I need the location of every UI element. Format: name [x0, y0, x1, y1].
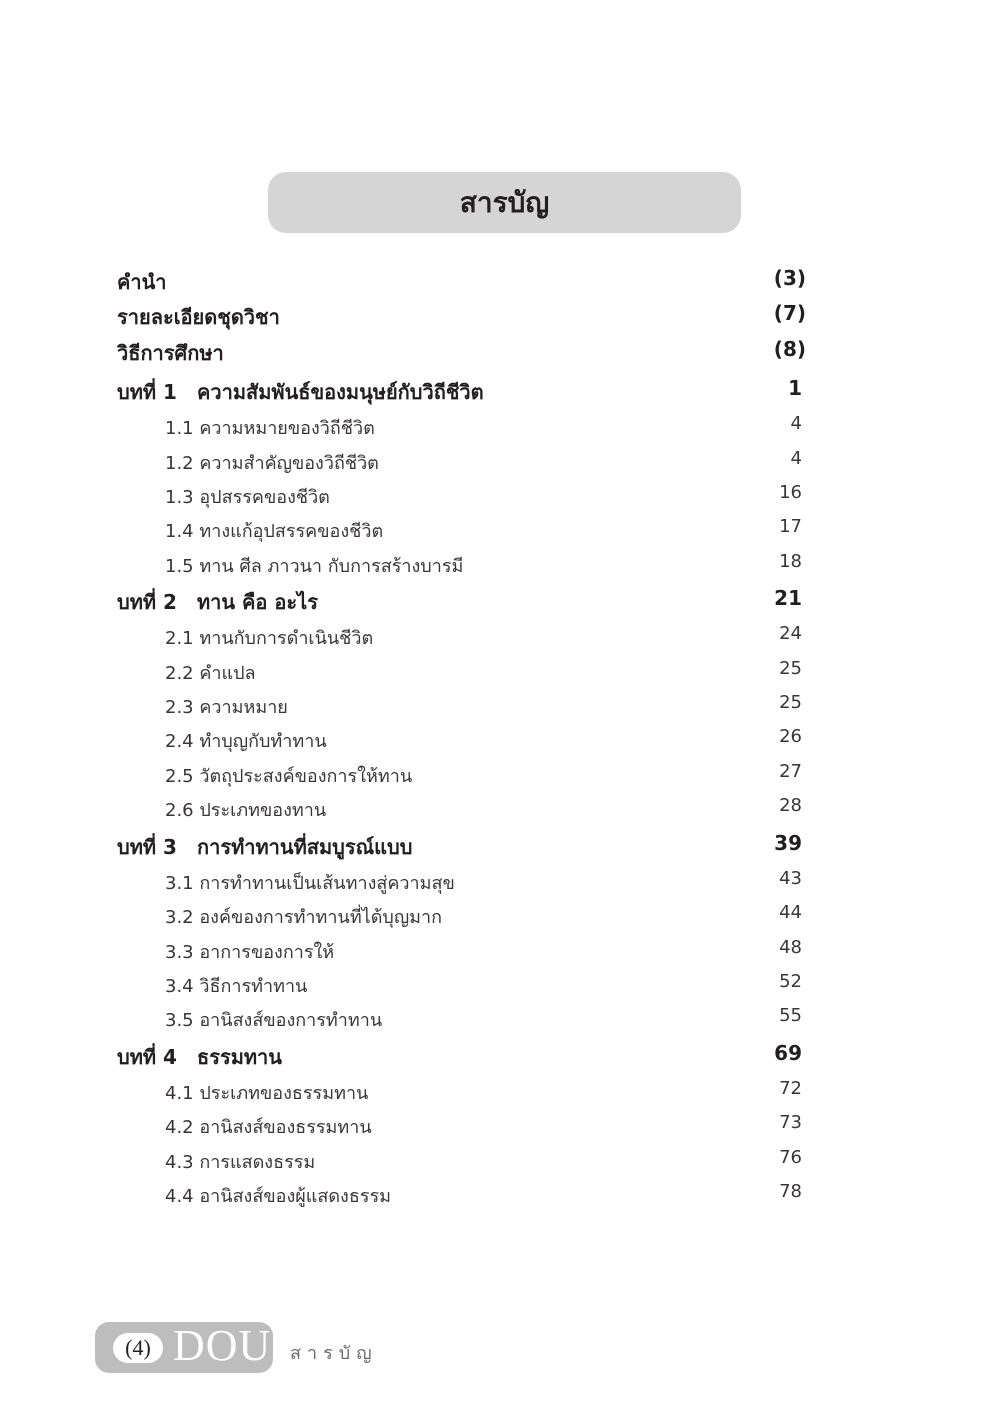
chapter-page: 39 — [774, 831, 802, 855]
section-page: 72 — [779, 1078, 802, 1099]
section-page: 48 — [779, 937, 802, 958]
section-label: 1.5 ทาน ศีล ภาวนา กับการสร้างบารมี — [165, 556, 464, 577]
section-label: 3.5 อานิสงส์ของการทำทาน — [165, 1010, 383, 1031]
chapter-number: บทที่ 3 — [117, 835, 177, 859]
chapter-page: 1 — [788, 376, 802, 400]
toc-entry-label: รายละเอียดชุดวิชา — [117, 305, 280, 329]
section-label: 4.4 อานิสงส์ของผู้แสดงธรรม — [165, 1186, 392, 1207]
section-label: 1.3 อุปสรรคของชีวิต — [165, 487, 330, 508]
footer-brand-logo: DOU — [173, 1321, 272, 1370]
toc-entry-page: (3) — [773, 266, 806, 290]
section-page: 27 — [779, 761, 802, 782]
section-page: 44 — [779, 902, 802, 923]
section-page: 24 — [779, 623, 802, 644]
section-page: 26 — [779, 726, 802, 747]
section-page: 25 — [779, 692, 802, 713]
toc-entry-page: (7) — [773, 301, 806, 325]
section-label: 3.2 องค์ของการทำทานที่ได้บุญมาก — [165, 907, 443, 928]
chapter-number: บทที่ 4 — [117, 1045, 177, 1069]
section-label: 2.6 ประเภทของทาน — [165, 800, 327, 821]
section-label: 3.1 การทำทานเป็นเส้นทางสู่ความสุข — [165, 873, 455, 894]
chapter-title: การทำทานที่สมบูรณ์แบบ — [197, 835, 413, 859]
toc-entry-page: (8) — [773, 337, 806, 361]
section-page: 52 — [779, 971, 802, 992]
chapter-title: ความสัมพันธ์ของมนุษย์กับวิถีชีวิต — [197, 380, 484, 404]
section-label: 1.2 ความสำคัญของวิถีชีวิต — [165, 453, 379, 474]
chapter-page: 69 — [774, 1041, 802, 1065]
section-label: 4.3 การแสดงธรรม — [165, 1152, 316, 1173]
chapter-title: ทาน คือ อะไร — [197, 590, 318, 614]
section-page: 78 — [779, 1181, 802, 1202]
section-page: 28 — [779, 795, 802, 816]
section-label: 1.4 ทางแก้อุปสรรคของชีวิต — [165, 521, 384, 542]
section-label: 2.1 ทานกับการดำเนินชีวิต — [165, 628, 374, 649]
section-page: 18 — [779, 551, 802, 572]
section-page: 16 — [779, 482, 802, 503]
section-label: 4.2 อานิสงส์ของธรรมทาน — [165, 1117, 372, 1138]
section-page: 25 — [779, 658, 802, 679]
section-page: 4 — [790, 413, 802, 434]
toc-entry-label: คำนำ — [117, 270, 167, 294]
section-label: 3.3 อาการของการให้ — [165, 942, 335, 963]
section-page: 76 — [779, 1147, 802, 1168]
footer-page-number: (4) — [113, 1333, 163, 1363]
section-label: 2.2 คำแปล — [165, 663, 256, 684]
section-label: 3.4 วิธีการทำทาน — [165, 976, 308, 997]
section-page: 4 — [790, 448, 802, 469]
page-title: สารบัญ — [459, 185, 550, 219]
section-page: 43 — [779, 868, 802, 889]
toc-entry-label: วิธีการศึกษา — [117, 341, 224, 365]
section-label: 2.4 ทำบุญกับทำทาน — [165, 731, 327, 752]
chapter-number: บทที่ 1 — [117, 380, 177, 404]
section-page: 73 — [779, 1112, 802, 1133]
section-label: 2.5 วัตถุประสงค์ของการให้ทาน — [165, 766, 413, 787]
chapter-title: ธรรมทาน — [197, 1045, 282, 1069]
section-page: 17 — [779, 516, 802, 537]
chapter-number: บทที่ 2 — [117, 590, 177, 614]
chapter-page: 21 — [774, 586, 802, 610]
footer-section-label: สารบัญ — [290, 1343, 378, 1364]
section-label: 4.1 ประเภทของธรรมทาน — [165, 1083, 369, 1104]
section-page: 55 — [779, 1005, 802, 1026]
section-label: 1.1 ความหมายของวิถีชีวิต — [165, 418, 375, 439]
section-label: 2.3 ความหมาย — [165, 697, 288, 718]
